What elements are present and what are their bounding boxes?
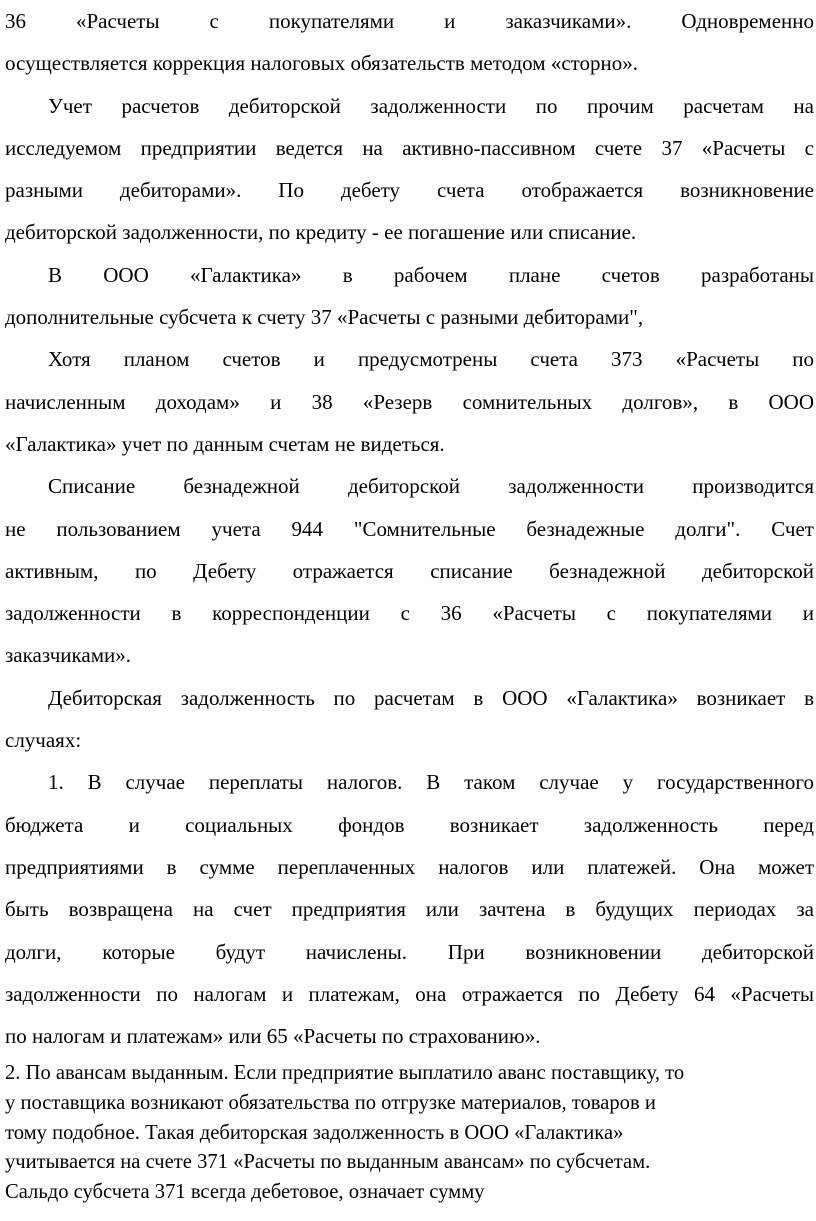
text-line: бюджета и социальных фондов возникает задолженность перед (5, 812, 814, 837)
text-line: Хотя планом счетов и предусмотрены счета 373 «Расчеты по (48, 347, 814, 372)
tail-paragraph (5, 1059, 814, 1207)
text-line: заказчиками». (5, 643, 131, 668)
text-line: В ООО «Галактика» в рабочем плане счетов разработаны (48, 262, 814, 287)
text-line: начисленным доходам» и 38 «Резерв сомнительных долгов», в ООО (5, 389, 814, 414)
text-line: Списание безнадежной дебиторской задолженности производится (48, 474, 814, 499)
text-line: у поставщика возникают обязательства по отгрузке материалов, товаров и (5, 1092, 656, 1115)
text-line: задолженности в корреспонденции с 36 «Расчеты с покупателями и (5, 601, 814, 626)
text-line: разными дебиторами». По дебету счета отображается возникновение (5, 178, 814, 203)
paragraph-1 (5, 0, 814, 85)
text-line: Сальдо субсчета 371 всегда дебетовое, означает сумму (5, 1180, 485, 1203)
text-line: долги, которые будут начислены. При возникновении дебиторской (5, 939, 814, 964)
paragraph-7 (5, 761, 814, 1057)
paragraph-5 (5, 465, 814, 676)
text-line: Дебиторская задолженность по расчетам в ООО «Галактика» возникает в (48, 685, 814, 710)
text-line: осуществляется коррекция налоговых обязательств методом «сторно». (5, 51, 639, 76)
document-page (5, 0, 814, 1207)
text-line: быть возвращена на счет предприятия или зачтена в будущих периодах за (5, 897, 814, 922)
text-line: тому подобное. Такая дебиторская задолженность в ООО «Галактика» (5, 1121, 624, 1144)
text-line: «Галактика» учет по данным счетам не видеться. (5, 431, 445, 456)
text-line: 1. В случае переплаты налогов. В таком случае у государственного (48, 770, 814, 795)
paragraph-4 (5, 338, 814, 465)
text-line: 36 «Расчеты с покупателями и заказчиками». Одновременно (5, 9, 814, 33)
text-line: исследуемом предприятии ведется на активно-пассивном счете 37 «Расчеты с (5, 135, 814, 160)
text-line: дополнительные субсчета к счету 37 «Расчеты с разными дебиторами", (5, 305, 644, 330)
paragraph-6 (5, 677, 814, 762)
text-line: Учет расчетов дебиторской задолженности по прочим расчетам на (48, 93, 814, 118)
text-line: дебиторской задолженности, по кредиту - ее погашение или списание. (5, 220, 637, 245)
text-line: не пользованием учета 944 "Сомнительные безнадежные долги". Счет (5, 516, 814, 541)
paragraph-2 (5, 85, 814, 254)
text-line: 2. По авансам выданным. Если предприятие выплатило аванс поставщику, то (5, 1062, 685, 1085)
paragraph-3 (5, 254, 814, 339)
text-line: учитывается на счете 371 «Расчеты по выданным авансам» по субсчетам. (5, 1151, 651, 1174)
text-line: по налогам и платежам» или 65 «Расчеты по страхованию». (5, 1024, 541, 1049)
text-line: задолженности по налогам и платежам, она отражается по Дебету 64 «Расчеты (5, 981, 814, 1006)
text-line: случаях: (5, 728, 82, 753)
text-line: предприятиями в сумме переплаченных налогов или платежей. Она может (5, 854, 814, 879)
text-line: активным, по Дебету отражается списание безнадежной дебиторской (5, 558, 814, 583)
